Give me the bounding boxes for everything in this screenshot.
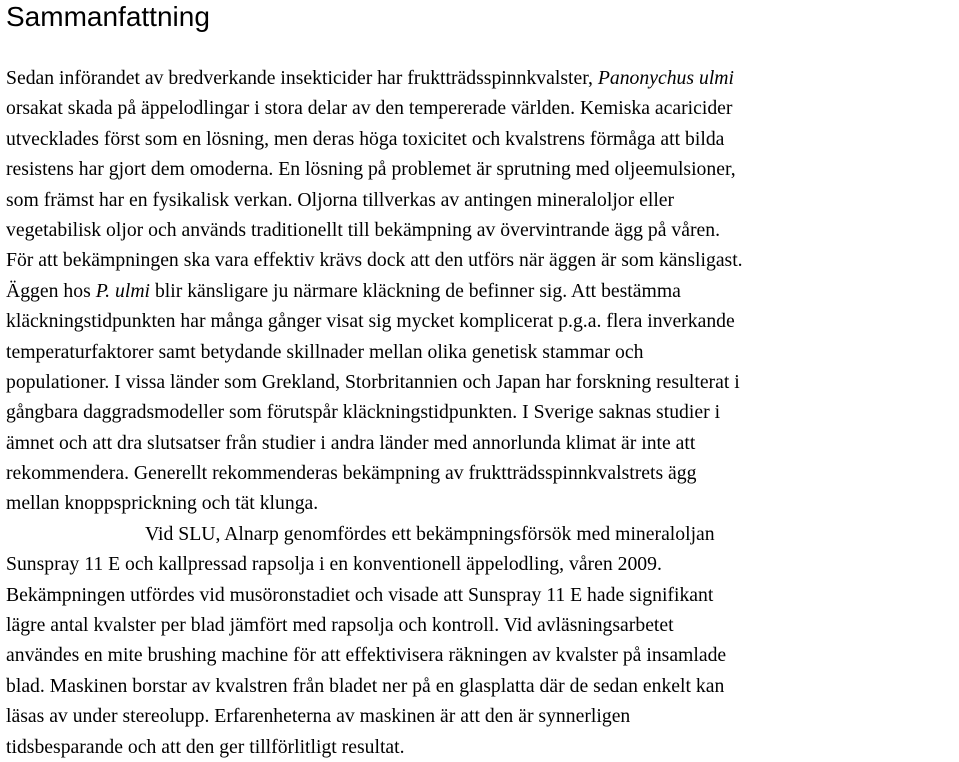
text-line (6, 671, 956, 701)
text-line (6, 610, 956, 640)
text-segment: mellan knoppsprickning och tät klunga. (6, 492, 319, 515)
text-segment: För att bekämpningen ska vara effektiv krävs dock att den utförs när äggen är som känsligast. (6, 249, 743, 272)
italic-text-segment: P. ulmi (95, 279, 151, 302)
text-segment: populationer. I vissa länder som Grekland, Storbritannien och Japan har forskning resulterat i (6, 370, 740, 393)
text-line (6, 306, 956, 336)
text-line (6, 215, 956, 245)
text-segment: ämnet och att dra slutsatser från studier i andra länder med annorlunda klimat är inte att (6, 431, 696, 454)
text-segment: kläckningstidpunkten har många gånger visat sig mycket komplicerat p.g.a. flera inverkande (6, 310, 735, 333)
text-segment: temperaturfaktorer samt betydande skillnader mellan olika genetisk stammar och (6, 340, 644, 363)
text-line (6, 519, 956, 549)
text-line (6, 367, 956, 397)
text-segment: blir känsligare ju närmare kläckning de befinner sig. Att bestämma (150, 279, 681, 302)
text-line (6, 488, 956, 518)
text-segment: utvecklades först som en lösning, men deras höga toxicitet och kvalstrens förmåga att bilda (6, 127, 725, 150)
text-line (6, 640, 956, 670)
text-segment: vegetabilisk oljor och används traditionellt till bekämpning av övervintrande ägg på våren. (6, 218, 721, 241)
text-line (6, 397, 956, 427)
text-segment: orsakat skada på äppelodlingar i stora delar av den tempererade världen. Kemiska acaricider (6, 97, 733, 120)
text-segment: som främst har en fysikalisk verkan. Oljorna tillverkas av antingen mineraloljor eller (6, 188, 675, 211)
text-segment: Vid SLU, Alnarp genomfördes ett bekämpningsförsök med mineraloljan (145, 522, 715, 545)
text-line (6, 124, 956, 154)
text-line (6, 93, 956, 123)
text-segment: Sedan införandet av bredverkande insekticider har fruktträdsspinnkvalster, (6, 67, 598, 89)
text-line (6, 428, 956, 458)
text-segment: läsas av under stereolupp. Erfarenheterna av maskinen är att den är synnerligen (6, 705, 631, 728)
text-segment: blad. Maskinen borstar av kvalstren från bladet ner på en glasplatta där de sedan enkelt kan (6, 674, 725, 697)
text-segment: Äggen hos (6, 279, 96, 302)
text-line (6, 276, 956, 306)
text-segment: användes en mite brushing machine för att effektivisera räkningen av kvalster på insamlade (6, 644, 727, 667)
italic-text-segment: Panonychus ulmi (597, 67, 734, 89)
text-line (6, 549, 956, 579)
document-page (6, 0, 956, 762)
text-line (6, 245, 956, 275)
page-title: Sammanfattning (6, 1, 210, 32)
text-segment: Bekämpningen utfördes vid musöronstadiet och visade att Sunspray 11 E hade signifikant (6, 583, 714, 606)
text-line (6, 185, 956, 215)
text-line (6, 63, 956, 93)
text-line (6, 458, 956, 488)
text-line (6, 732, 956, 762)
text-line (6, 701, 956, 731)
text-segment: resistens har gjort dem omoderna. En lösning på problemet är sprutning med oljeemulsioner, (6, 158, 736, 181)
text-segment: tidsbesparande och att den ger tillförlitligt resultat. (6, 735, 405, 758)
text-segment: gångbara daggradsmodeller som förutspår kläckningstidpunkten. I Sverige saknas studier i (6, 401, 721, 424)
text-segment: rekommendera. Generellt rekommenderas bekämpning av fruktträdsspinnkvalstrets ägg (6, 462, 697, 485)
text-line (6, 580, 956, 610)
summary-text (6, 63, 956, 762)
text-line (6, 337, 956, 367)
text-segment: lägre antal kvalster per blad jämfört med rapsolja och kontroll. Vid avläsningsarbetet (6, 614, 674, 637)
text-line (6, 154, 956, 184)
text-segment: Sunspray 11 E och kallpressad rapsolja i en konventionell äppelodling, våren 2009. (6, 553, 662, 576)
